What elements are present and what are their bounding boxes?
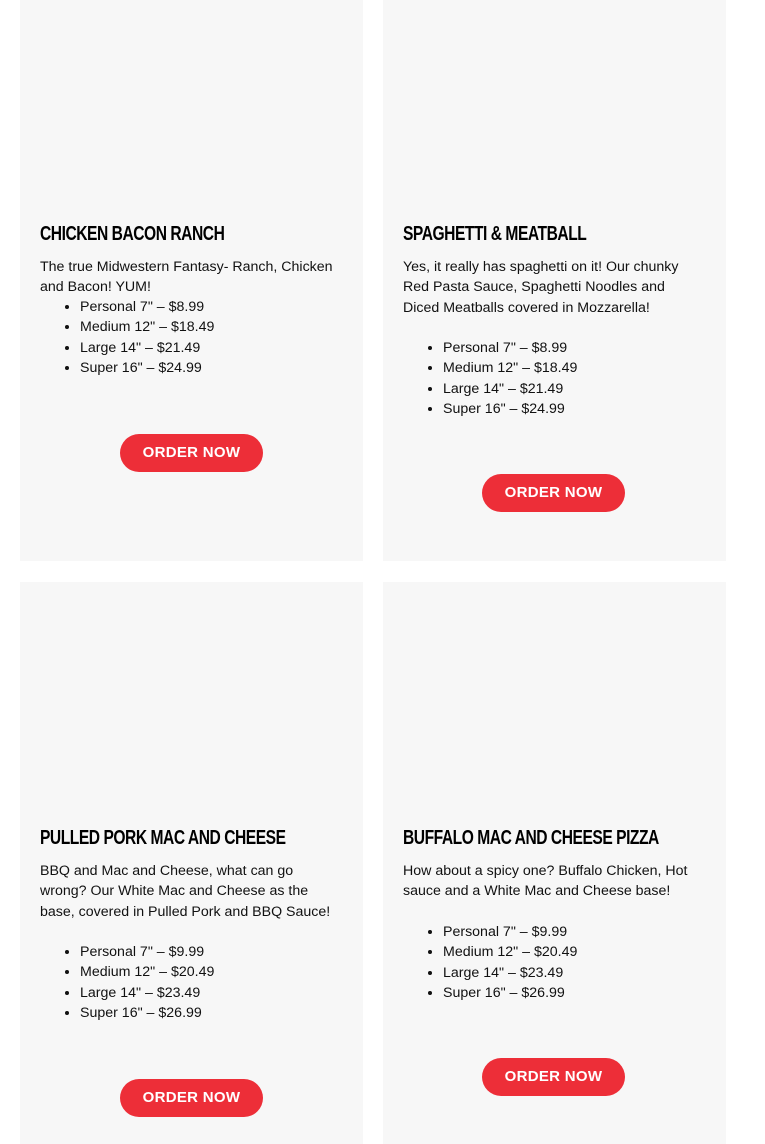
item-description: BBQ and Mac and Cheese, what can go wrong? Our White Mac and Cheese as the base, covered in Pulled Pork and BBQ Sauce!	[40, 863, 331, 920]
price-item: • Medium 12" – $18.49	[80, 317, 214, 337]
order-now-button[interactable]: ORDER NOW	[482, 474, 625, 512]
price-item: • Large 14" – $21.49	[443, 379, 577, 399]
price-item: • Super 16" – $24.99	[443, 399, 577, 419]
pizza-image	[383, 0, 726, 200]
order-now-button[interactable]: ORDER NOW	[120, 1079, 263, 1117]
order-now-button[interactable]: ORDER NOW	[482, 1058, 625, 1096]
menu-card-spaghetti-meatball	[383, 0, 726, 561]
price-list	[40, 942, 214, 1023]
menu-card-buffalo-mac-and-cheese	[383, 582, 726, 1144]
pizza-image	[383, 582, 726, 782]
price-item: • Personal 7" – $9.99	[80, 942, 214, 962]
price-item: • Large 14" – $23.49	[80, 983, 214, 1003]
item-description: How about a spicy one? Buffalo Chicken, Hot sauce and a White Mac and Cheese base!	[403, 863, 688, 900]
price-item: • Super 16" – $24.99	[80, 358, 214, 378]
pizza-image	[20, 582, 363, 782]
price-item: • Personal 7" – $9.99	[443, 922, 577, 942]
item-description: The true Midwestern Fantasy- Ranch, Chicken and Bacon! YUM!	[40, 259, 333, 296]
price-list	[40, 297, 214, 378]
pizza-image	[20, 0, 363, 200]
price-item: • Medium 12" – $20.49	[443, 942, 577, 962]
menu-card-pulled-pork-mac-and-cheese	[20, 582, 363, 1144]
item-title: SPAGHETTI & MEATBALL	[403, 223, 587, 245]
price-item: • Medium 12" – $20.49	[80, 962, 214, 982]
price-item: • Medium 12" – $18.49	[443, 358, 577, 378]
price-item: • Personal 7" – $8.99	[443, 338, 577, 358]
price-list	[403, 922, 577, 1003]
price-list	[403, 338, 577, 419]
price-item: • Super 16" – $26.99	[80, 1003, 214, 1023]
price-item: • Super 16" – $26.99	[443, 983, 577, 1003]
menu-card-chicken-bacon-ranch	[20, 0, 363, 561]
price-item: • Large 14" – $23.49	[443, 963, 577, 983]
item-description: Yes, it really has spaghetti on it! Our chunky Red Pasta Sauce, Spaghetti Noodles and Diced Meatballs covered in Mozzarella!	[403, 259, 679, 316]
price-item: • Large 14" – $21.49	[80, 338, 214, 358]
item-title: PULLED PORK MAC AND CHEESE	[40, 827, 286, 849]
order-now-button[interactable]: ORDER NOW	[120, 434, 263, 472]
price-item: • Personal 7" – $8.99	[80, 297, 214, 317]
item-title: CHICKEN BACON RANCH	[40, 223, 225, 245]
item-title: BUFFALO MAC AND CHEESE PIZZA	[403, 827, 659, 849]
